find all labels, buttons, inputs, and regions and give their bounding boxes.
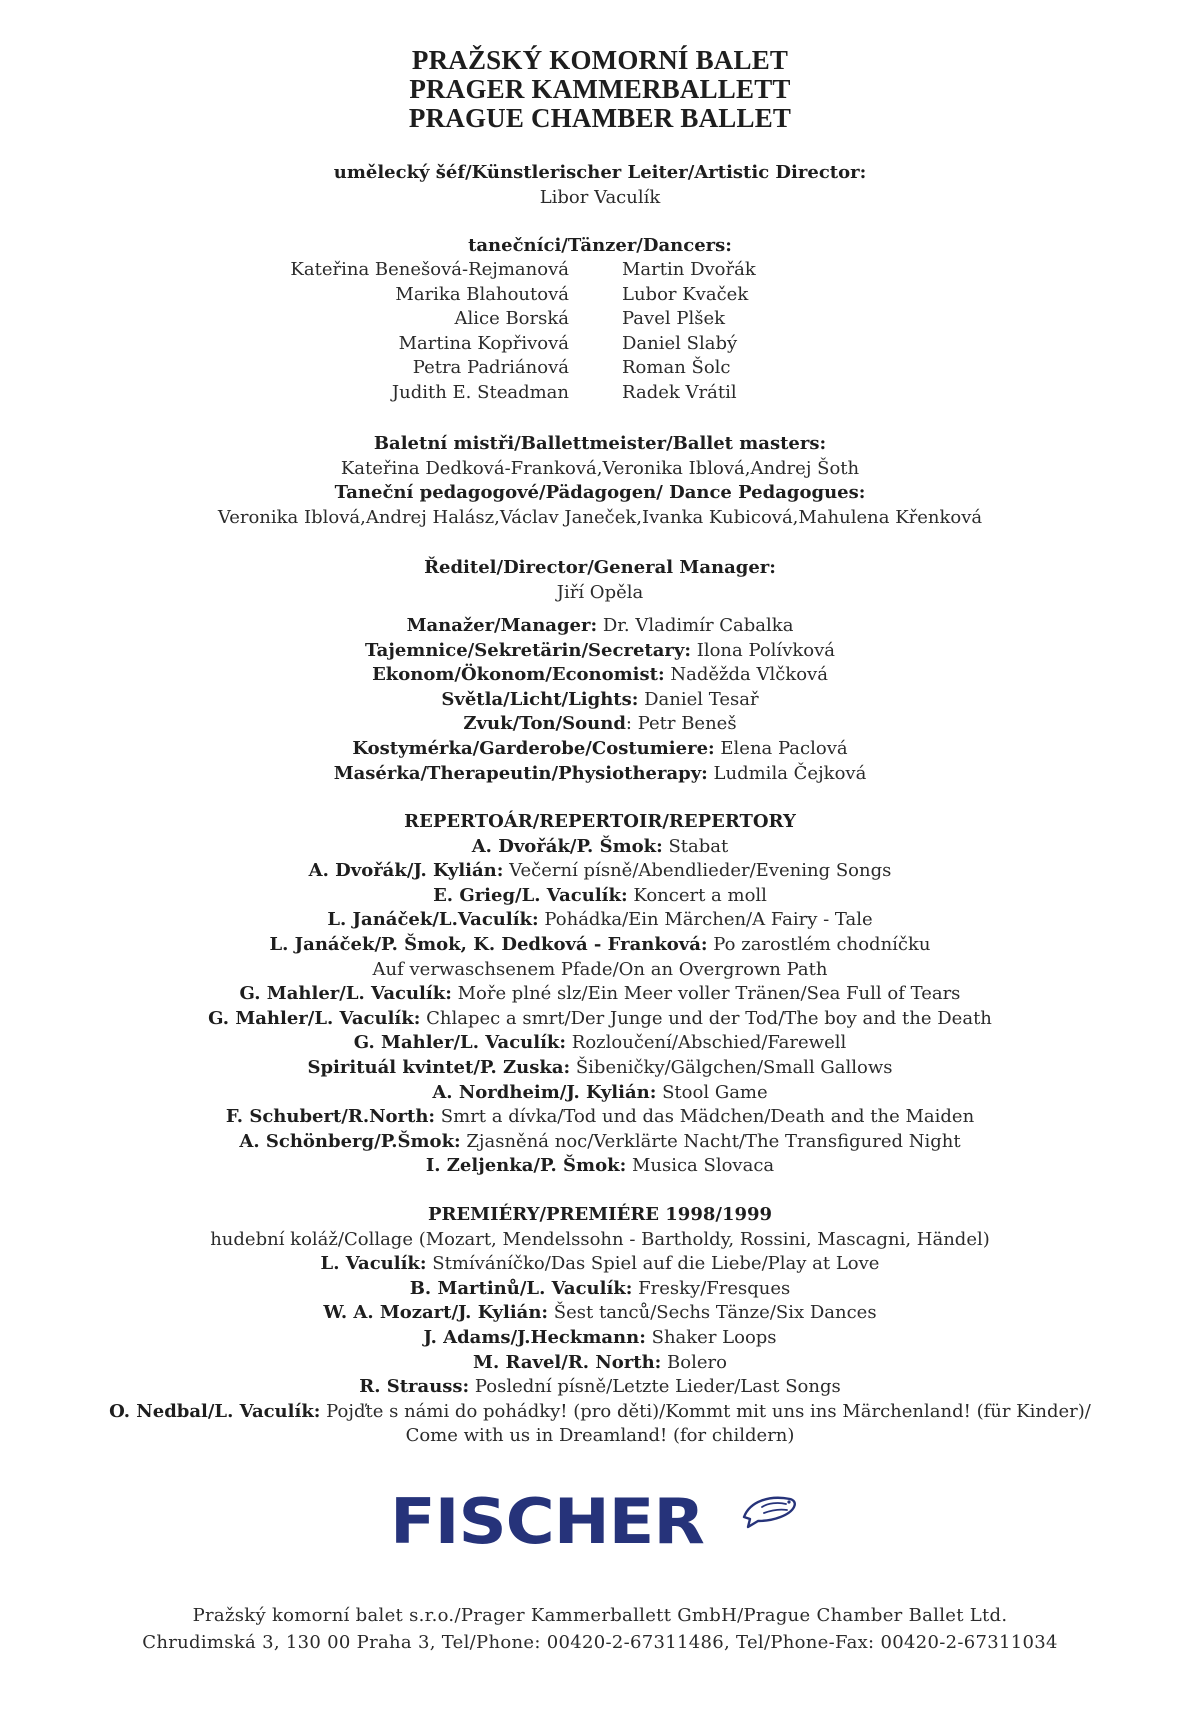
repertory-title: Pohádka/Ein Märchen/A Fairy - Tale [538,909,873,931]
premiere-title: Bolero [661,1351,727,1373]
premiere-title: Shaker Loops [645,1326,777,1348]
repertory-authors: Spirituál kvintet/P. Zuska: [307,1056,571,1078]
dancer-name: Radek Vrátil [622,381,737,403]
repertory-item [0,1031,1200,1056]
staff-name: Dr. Vladimír Cabalka [597,615,794,636]
dancer-name: Martina Kopřivová [398,332,569,354]
premiere-authors: R. Strauss: [359,1376,470,1398]
repertory-title: Smrt a dívka/Tod und das Mädchen/Death and the Maiden [435,1106,975,1128]
premiere-authors: J. Adams/J.Heckmann: [423,1326,646,1348]
repertory-title: Chlapec a smrt/Der Junge und der Tod/The boy and the Death [420,1007,992,1029]
premiere-authors: B. Martinů/L. Vaculík: [409,1277,633,1299]
premiere-item [0,1424,1200,1449]
ballet-masters-section [0,432,1200,530]
staff-line [0,663,1200,688]
staff-role: Masérka/Therapeutin/Physiotherapy: [333,762,708,784]
fish-logo-icon [740,1491,798,1531]
dance-pedagogues-label: Taneční pedagogové/Pädagogen/ Dance Pedagogues: [334,482,866,504]
staff-role: Ekonom/Ökonom/Economist: [372,664,665,686]
dancer-name: Daniel Slabý [622,332,738,354]
repertory-item [0,958,1200,983]
director-label: Ředitel/Director/General Manager: [424,557,776,578]
dancer-name: Alice Borská [454,308,569,330]
staff-role: Světla/Licht/Lights: [441,688,639,710]
repertory-title: Musica Slovaca [626,1155,775,1177]
repertory-authors: G. Mahler/L. Vaculík: [239,983,452,1005]
footer-address-line: Chrudimská 3, 130 00 Praha 3, Tel/Phone: 00420-2-67311486, Tel/Phone-Fax: 00420-2-67311034 [142,1632,1058,1653]
title-block [0,46,1200,133]
title-english: PRAGUE CHAMBER BALLET [408,103,792,133]
repertory-authors: A. Schönberg/P.Šmok: [239,1130,461,1152]
dancers-heading-wrap [0,234,1200,259]
premiere-authors: W. A. Mozart/J. Kylián: [323,1302,549,1324]
repertory-authors: A. Dvořák/P. Šmok: [471,835,663,857]
repertory-title: Stool Game [656,1081,768,1103]
repertory-title: Stabat [662,835,729,857]
repertory-title: Večerní písně/Abendlieder/Evening Songs [503,860,892,882]
dancer-name: Marika Blahoutová [395,283,569,305]
premieres-heading: PREMIÉRY/PREMIÉRE 1998/1999 [427,1204,773,1225]
staff-line [0,639,1200,664]
premiere-item [0,1400,1200,1425]
footer-company-line: Pražský komorní balet s.r.o./Prager Kammerballett GmbH/Prague Chamber Ballet Ltd. [192,1605,1008,1626]
premiere-title: Poslední písně/Letzte Lieder/Last Songs [469,1376,841,1398]
repertory-authors: A. Dvořák/J. Kylián: [308,860,504,882]
premiere-authors: O. Nedbal/L. Vaculík: [109,1400,321,1422]
dancers-women-column [290,258,569,406]
dancer-name: Martin Dvořák [622,259,756,280]
premieres-section [0,1203,1200,1449]
artistic-director-name: Libor Vaculík [539,186,661,208]
repertory-item [0,1154,1200,1179]
staff-name: : Petr Beneš [625,713,737,735]
dancer-name: Judith E. Steadman [391,381,569,403]
fischer-logo-text: FISCHER [390,1485,704,1558]
title-german: PRAGER KAMMERBALLETT [409,74,791,104]
repertory-item [0,1007,1200,1032]
repertory-authors: I. Zeljenka/P. Šmok: [425,1155,627,1177]
premiere-title: Šest tanců/Sechs Tänze/Six Dances [548,1302,877,1324]
dancers-men-column [622,258,756,406]
premiere-item [0,1252,1200,1277]
director-section [0,556,1200,605]
staff-role: Zvuk/Ton/Sound [463,713,626,735]
repertory-title: Zjasněná noc/Verklärte Nacht/The Transfigured Night [460,1130,961,1152]
premiere-item [0,1375,1200,1400]
staff-line [0,614,1200,639]
title-czech: PRAŽSKÝ KOMORNÍ BALET [411,45,789,75]
staff-name: Elena Paclová [714,737,848,759]
dance-pedagogues-names: Veronika Iblová,Andrej Halász,Václav Janeček,Ivanka Kubicová,Mahulena Křenková [217,506,983,528]
repertory-authors: L. Janáček/L.Vaculík: [327,909,539,931]
premiere-title: Fresky/Fresques [632,1277,791,1299]
repertory-authors: G. Mahler/L. Vaculík: [353,1032,567,1054]
staff-role: Manažer/Manager: [406,615,598,636]
premiere-title: Come with us in Dreamland! (for childern) [405,1425,795,1447]
footer [0,1602,1200,1656]
repertory-title: Po zarostlém chodníčku [707,933,931,955]
repertory-title: Moře plné slz/Ein Meer voller Tränen/Sea Full of Tears [451,983,961,1005]
premiere-title: Pojďte s námi do pohádky! (pro děti)/Kommt mit uns ins Märchenland! (für Kinder)/ [320,1400,1091,1422]
repertory-title: Auf verwaschsenem Pfade/On an Overgrown Path [372,958,828,980]
staff-line [0,712,1200,737]
premiere-authors: M. Ravel/R. North: [473,1351,662,1373]
fischer-logo [390,1485,704,1558]
staff-line [0,688,1200,713]
ballet-masters-label: Baletní mistři/Ballettmeister/Ballet masters: [373,433,827,454]
premieres-intro: hudební koláž/Collage (Mozart, Mendelssohn - Bartholdy, Rossini, Mascagni, Händel) [210,1228,990,1250]
staff-line [0,737,1200,762]
staff-name: Naděžda Vlčková [664,664,828,686]
repertory-item [0,884,1200,909]
ballet-masters-names: Kateřina Dedková-Franková,Veronika Iblová,Andrej Šoth [340,457,860,479]
dancer-name: Petra Padriánová [412,357,569,379]
premiere-authors: L. Vaculík: [320,1253,427,1275]
repertory-section [0,810,1200,1179]
staff-name: Ludmila Čejková [707,762,867,784]
staff-role: Tajemnice/Sekretärin/Secretary: [364,639,691,661]
repertory-item [0,1130,1200,1155]
dancer-name: Roman Šolc [622,357,731,379]
premiere-item [0,1351,1200,1376]
staff-line [0,762,1200,787]
repertory-item [0,933,1200,958]
staff-role: Kostymérka/Garderobe/Costumiere: [352,737,715,759]
repertory-title: Koncert a moll [627,884,767,906]
artistic-director-section [0,161,1200,210]
dancer-name: Pavel Plšek [622,308,725,330]
repertory-authors: F. Schubert/R.North: [225,1106,436,1128]
dancer-name: Lubor Kvaček [622,283,749,305]
staff-name: Daniel Tesař [638,688,759,710]
premiere-item [0,1326,1200,1351]
repertory-item [0,1056,1200,1081]
repertory-item [0,859,1200,884]
director-name: Jiří Opěla [556,581,644,603]
repertory-heading: REPERTOÁR/REPERTOIR/REPERTORY [404,811,796,832]
repertory-item [0,1081,1200,1106]
repertory-title: Šibeničky/Gälgchen/Small Gallows [570,1056,893,1078]
repertory-authors: L. Janáček/P. Šmok, K. Dedková - Franková: [269,933,708,955]
premiere-item [0,1301,1200,1326]
repertory-item [0,835,1200,860]
staff-name: Ilona Polívková [690,639,836,661]
repertory-item [0,1105,1200,1130]
artistic-director-label: umělecký šéf/Künstlerischer Leiter/Artistic Director: [333,162,867,183]
repertory-title: Rozloučení/Abschied/Farewell [566,1032,847,1054]
premiere-title: Stmíváníčko/Das Spiel auf die Liebe/Play at Love [426,1253,880,1275]
repertory-authors: G. Mahler/L. Vaculík: [208,1007,421,1029]
premiere-item [0,1277,1200,1302]
dancer-name: Kateřina Benešová-Rejmanová [290,259,569,280]
repertory-item [0,982,1200,1007]
repertory-authors: A. Nordheim/J. Kylián: [432,1081,657,1103]
dancers-label: tanečníci/Tänzer/Dancers: [468,235,732,256]
repertory-authors: E. Grieg/L. Vaculík: [433,884,628,906]
staff-section [0,614,1200,786]
repertory-item [0,908,1200,933]
